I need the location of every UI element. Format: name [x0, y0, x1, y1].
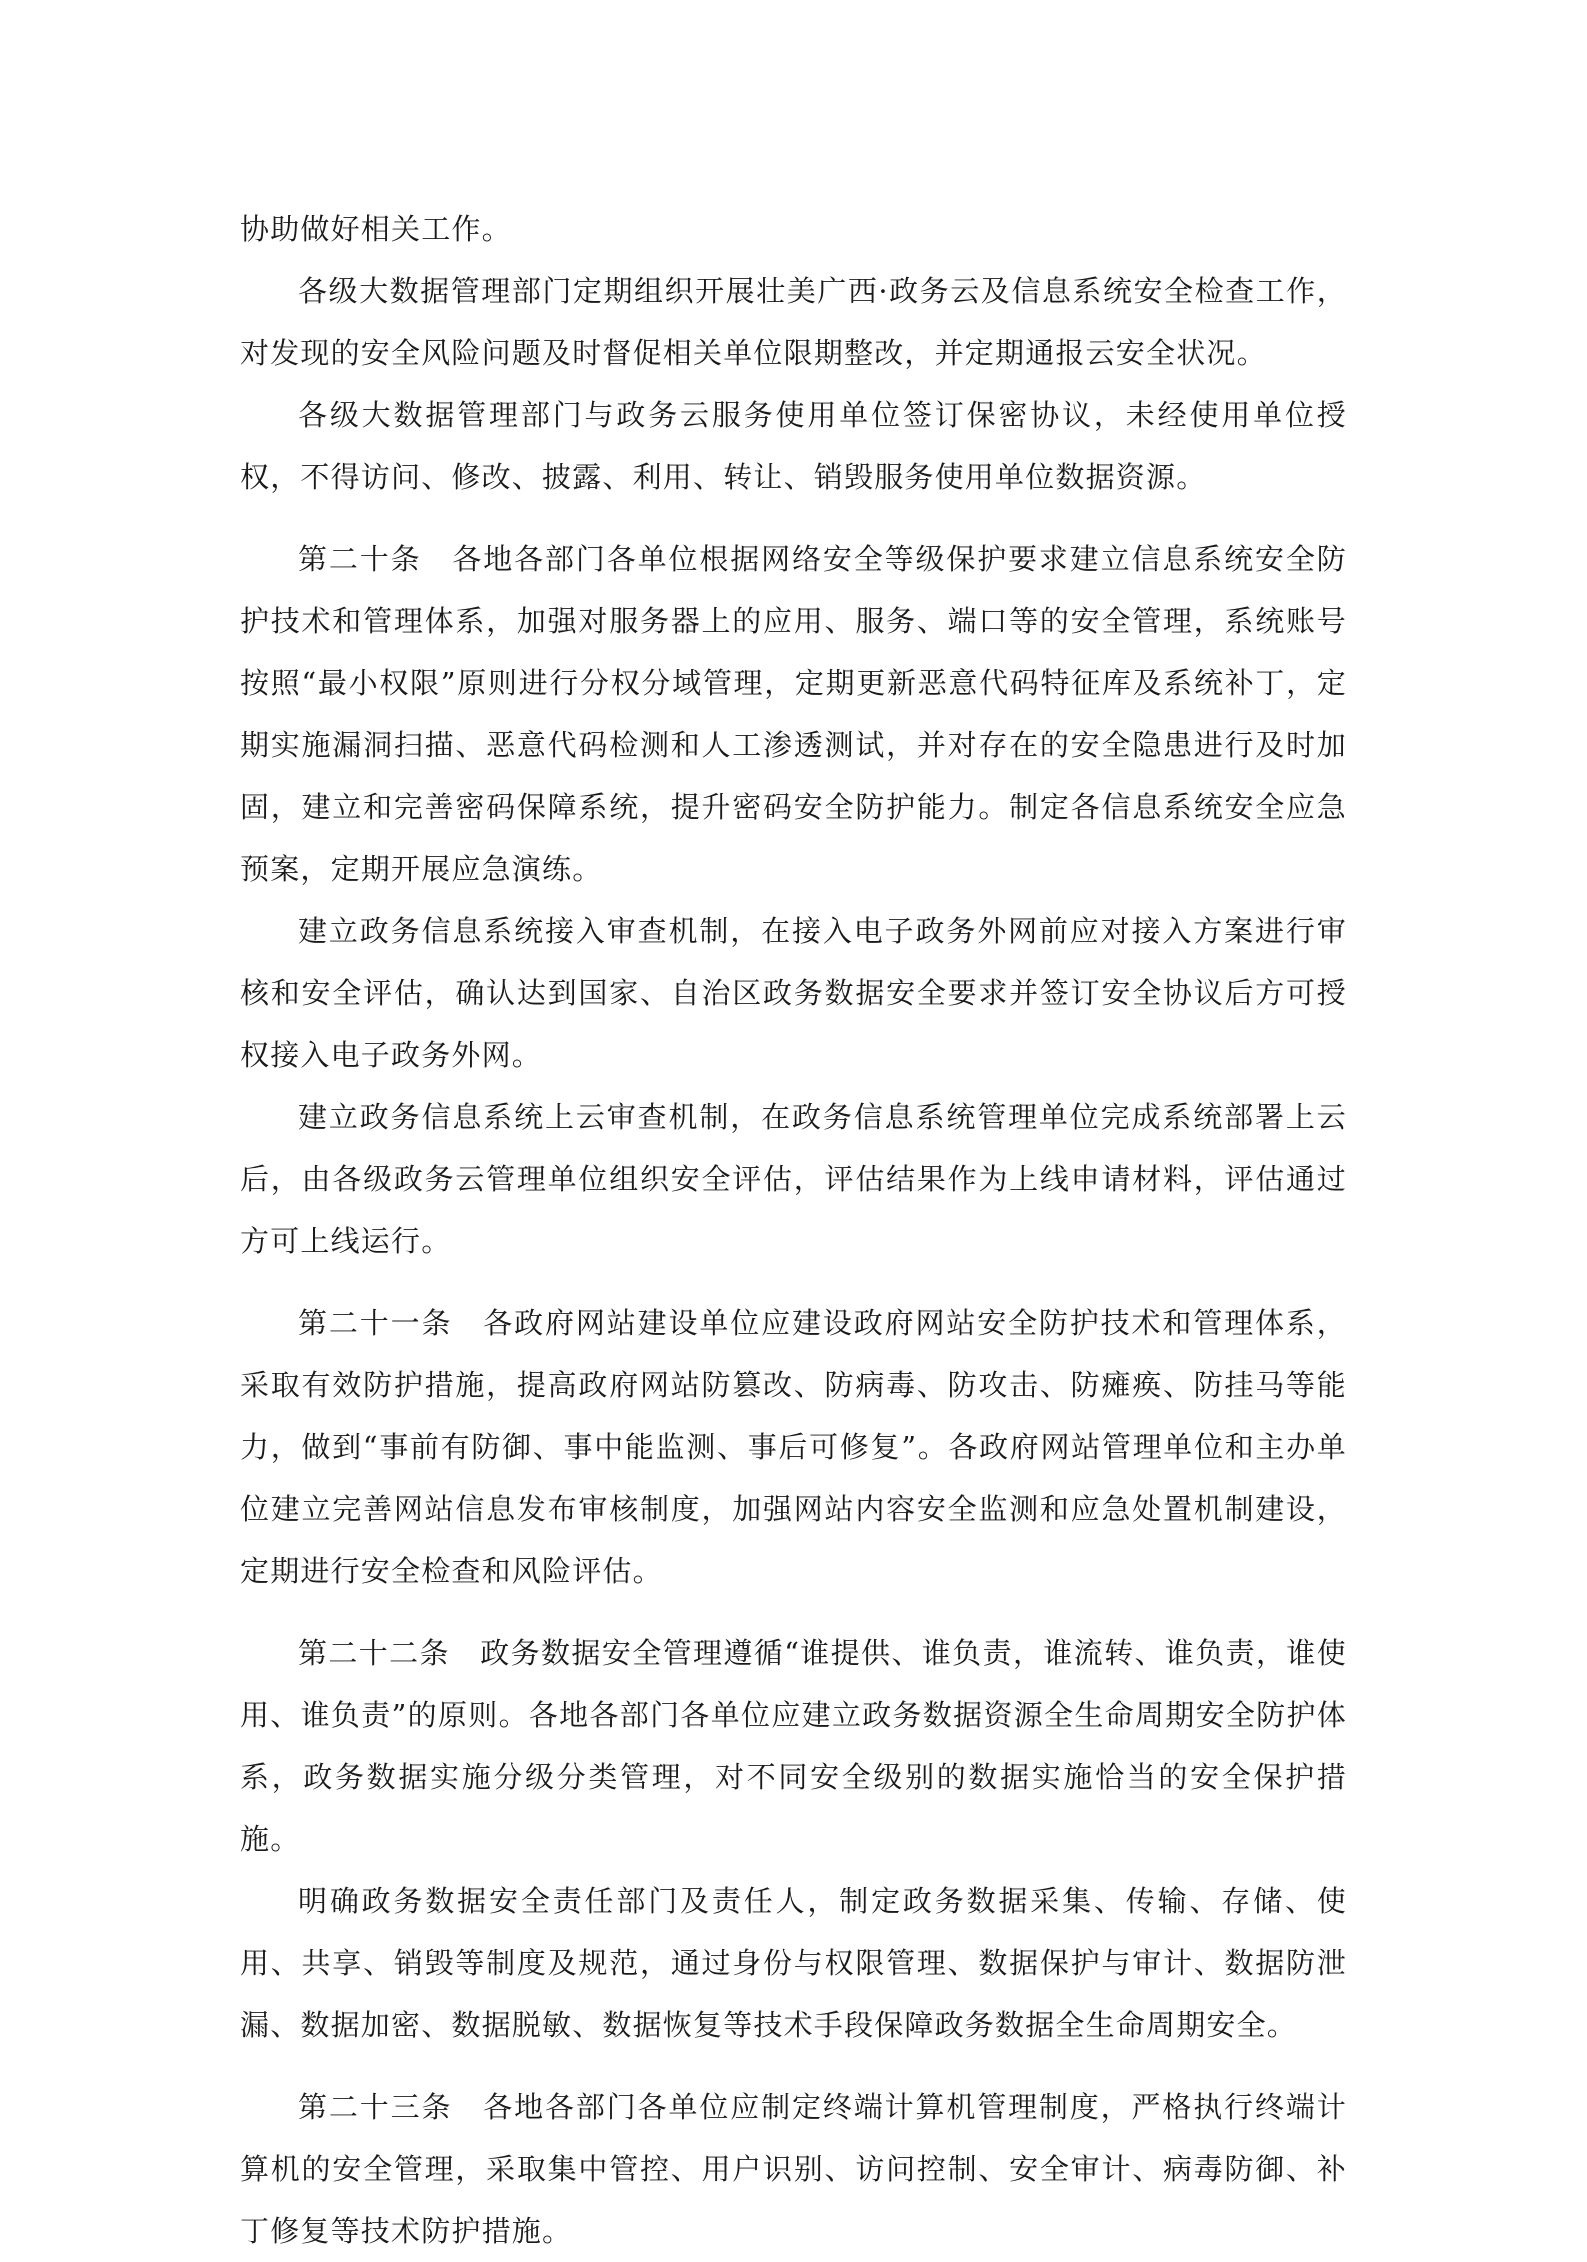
- paragraph-cloud-review: 建立政务信息系统上云审查机制，在政务信息系统管理单位完成系统部署上云后，由各级政务云管理单位组织安全评估，评估结果作为上线申请材料，评估通过方可上线运行。: [240, 1100, 1347, 1258]
- document-body: [240, 198, 1347, 2262]
- article-21: 第二十一条 各政府网站建设单位应建设政府网站安全防护技术和管理体系，采取有效防护措施，提高政府网站防篡改、防病毒、防攻击、防瘫痪、防挂马等能力，做到“事前有防御、事中能监测、事后可修复”。各政府网站管理单位和主办单位建立完善网站信息发布审核制度，加强网站内容安全监测和应急处置机制建设，定期进行安全检查和风险评估。: [240, 1306, 1347, 1588]
- paragraph-continuation: 协助做好相关工作。: [240, 212, 512, 246]
- article-23: 第二十三条 各地各部门各单位应制定终端计算机管理制度，严格执行终端计算机的安全管理，采取集中管控、用户识别、访问控制、安全审计、病毒防御、补丁修复等技术防护措施。: [240, 2090, 1347, 2248]
- paragraph-security-inspection: 各级大数据管理部门定期组织开展壮美广西·政务云及信息系统安全检查工作，对发现的安全风险问题及时督促相关单位限期整改，并定期通报云安全状况。: [240, 274, 1347, 370]
- paragraph-access-review: 建立政务信息系统接入审查机制，在接入电子政务外网前应对接入方案进行审核和安全评估，确认达到国家、自治区政务数据安全要求并签订安全协议后方可授权接入电子政务外网。: [240, 914, 1347, 1072]
- article-22: 第二十二条 政务数据安全管理遵循“谁提供、谁负责，谁流转、谁负责，谁使用、谁负责”的原则。各地各部门各单位应建立政务数据资源全生命周期安全防护体系，政务数据实施分级分类管理，对不同安全级别的数据实施恰当的安全保护措施。: [240, 1636, 1347, 1856]
- article-20: 第二十条 各地各部门各单位根据网络安全等级保护要求建立信息系统安全防护技术和管理体系，加强对服务器上的应用、服务、端口等的安全管理，系统账号按照“最小权限”原则进行分权分域管理，定期更新恶意代码特征库及系统补丁，定期实施漏洞扫描、恶意代码检测和人工渗透测试，并对存在的安全隐患进行及时加固，建立和完善密码保障系统，提升密码安全防护能力。制定各信息系统安全应急预案，定期开展应急演练。: [240, 542, 1347, 886]
- paragraph-data-responsibility: 明确政务数据安全责任部门及责任人，制定政务数据采集、传输、存储、使用、共享、销毁等制度及规范，通过身份与权限管理、数据保护与审计、数据防泄漏、数据加密、数据脱敏、数据恢复等技术手段保障政务数据全生命周期安全。: [240, 1884, 1347, 2042]
- paragraph-confidentiality-agreement: 各级大数据管理部门与政务云服务使用单位签订保密协议，未经使用单位授权，不得访问、修改、披露、利用、转让、销毁服务使用单位数据资源。: [240, 398, 1347, 494]
